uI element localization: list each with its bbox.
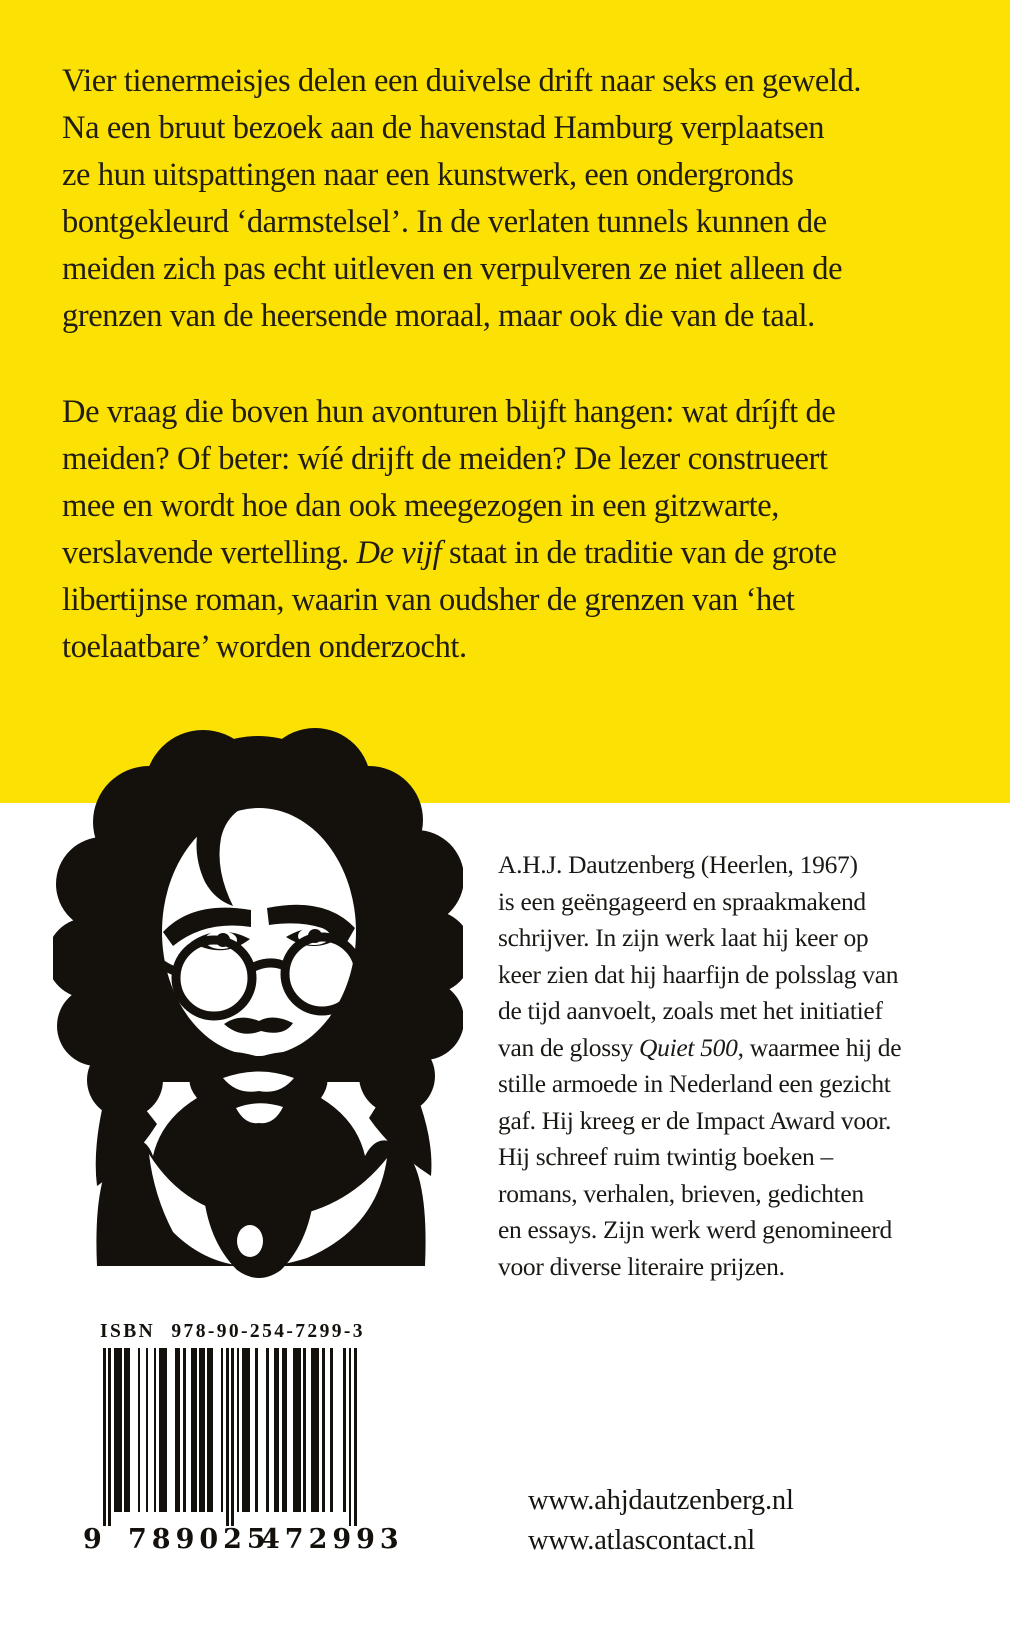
blurb-paragraph-1: Vier tienermeisjes delen een duivelse drift naar seks en geweld. Na een bruut bezoek aan de havenstad Hamburg verplaatsen ze hun uitspattingen naar een kunstwerk, een ondergronds bontgekleurd ‘darmstelsel’. In de verlaten tunnels kunnen de meiden zich pas echt uitleven en verpulveren ze niet alleen de grenzen van de heersende moraal, maar ook die van de taal. [62, 63, 862, 334]
author-bio: A.H.J. Dautzenberg (Heerlen, 1967) is een geëngageerd en spraakmakend schrijver. In zijn werk laat hij keer op keer zien dat hij haarfijn de polsslag van de tijd aanvoelt, zoals met het initiatief van de glossy Quiet 500, waarmee hij de stille armoede in Nederland een gezicht gaf. Hij kreeg er de Impact Award voor. Hij schreef ruim twintig boeken – romans, verhalen, brieven, gedichten en essays. Zijn werk werd genomineerd voor diverse literaire prijzen. [498, 850, 902, 1281]
blurb-paragraph-2: De vraag die boven hun avonturen blijft hangen: wat dríjft de meiden? Of beter: wíé drijft de meiden? De lezer construeert mee en wordt hoe dan ook meegezogen in een gitzwarte, verslavende vertelling. De vijf staat in de traditie van de grote libertijnse roman, waarin van oudsher de grenzen van ‘het toelaatbare’ worden onderzocht. [62, 394, 837, 665]
barcode-digit-group1: 789025 [128, 1524, 271, 1555]
isbn-barcode-bars [103, 1348, 357, 1526]
author-portrait-illustration [53, 726, 463, 1286]
isbn-number-label: ISBN 978-90-254-7299-3 [100, 1321, 365, 1342]
publisher-website-url: www.atlascontact.nl [528, 1524, 756, 1556]
author-website-url: www.ahjdautzenberg.nl [528, 1485, 794, 1516]
barcode-digit-group2: 472993 [261, 1524, 404, 1555]
website-urls [528, 1481, 794, 1560]
portrait-face [162, 808, 356, 1056]
portrait-svg [53, 726, 463, 1286]
barcode-digit-lead: 9 [83, 1524, 102, 1555]
